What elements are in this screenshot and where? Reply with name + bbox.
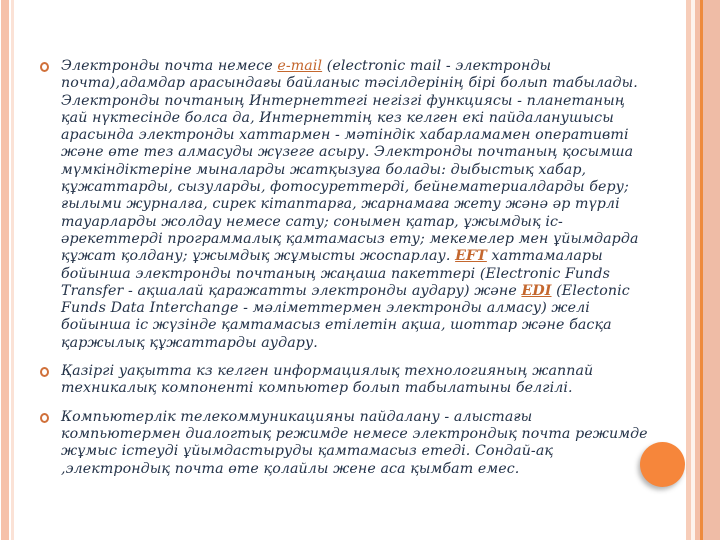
text-run: хаттамалары бойынша электронды почтаның жаңаша пакеттері (Electronic Funds Transfer - ақшалай қаражатты электронды аудару) және: [61, 248, 610, 299]
bullet-icon: [40, 413, 49, 423]
text-run: Электронды почта немесе: [61, 58, 278, 74]
right-accent-stripe: [703, 0, 720, 540]
bullet-list: [40, 58, 652, 478]
bullet-text: [61, 409, 652, 478]
bullet-icon: [40, 62, 49, 72]
hyperlink[interactable]: EFT: [455, 248, 487, 265]
left-accent-line: [11, 0, 14, 540]
bullet-icon: [40, 367, 49, 377]
bullet-item: [40, 409, 652, 478]
bullet-text: [61, 363, 652, 398]
bullet-text: [61, 58, 652, 352]
text-run: Компьютерлік телекоммуникацияны пайдалану - алыстағы компьютермен диалогтық режимде немесе электрондық почта режимде жұмыс істеуді ұйымдастыруды қамтамасыз етеді. Сондай-ақ ,электрондық почта өте қолайлы жене аса қымбат емес.: [61, 408, 648, 477]
hyperlink[interactable]: e-mail: [277, 58, 323, 74]
left-accent-bar: [1, 0, 9, 540]
text-run: (electronic mail - электронды почта),адамдар арасындағы байланыс тәсілдерінің бірі болып табылады. Электронды почтаның Интернеттегі негізгі функциясы - планетаның қай нүктесінде болса да, Интернеттің кез келген екі пайдаланушысы арасында электронды хаттармен - мәтіндік хабарламамен оперативті және өте тез алмасуды жүзеге асыру. Электронды почтаның қосымша мүмкіндіктеріне мыналарды жатқызуға болады: дыбыстық хабар, құжаттарды, сызуларды, фотосуреттерді, бейнематериалдарды беру; ғылыми журналға, сирек кітаптарға, жарнамаға жету жәнә әр түрлі тауарларды жолдау немесе сату; сонымен қатар, ұжымдық іс-әрекеттерді программалық қамтамасыз ету; мекемелер мен ұйымдарда құжат қолдану; ұжымдық жұмысты жоспарлау.: [61, 58, 639, 265]
bullet-item: [40, 58, 652, 352]
text-run: (Electonic Funds Data Interchange - мәліметтермен электронды алмасу) желі бойынша іс жүзінде қамтамасыз етілетін ақша, шоттар және басқа қаржылық құжаттарды аудару.: [61, 282, 630, 351]
text-run: Қазіргі уақытта кз келген информациялық технологияның жаппай техникалық компоненті компьютер болып табылатыны белгілі.: [61, 363, 594, 397]
slide-body: [40, 58, 652, 489]
hyperlink[interactable]: EDI: [521, 282, 552, 299]
bullet-item: [40, 363, 652, 398]
